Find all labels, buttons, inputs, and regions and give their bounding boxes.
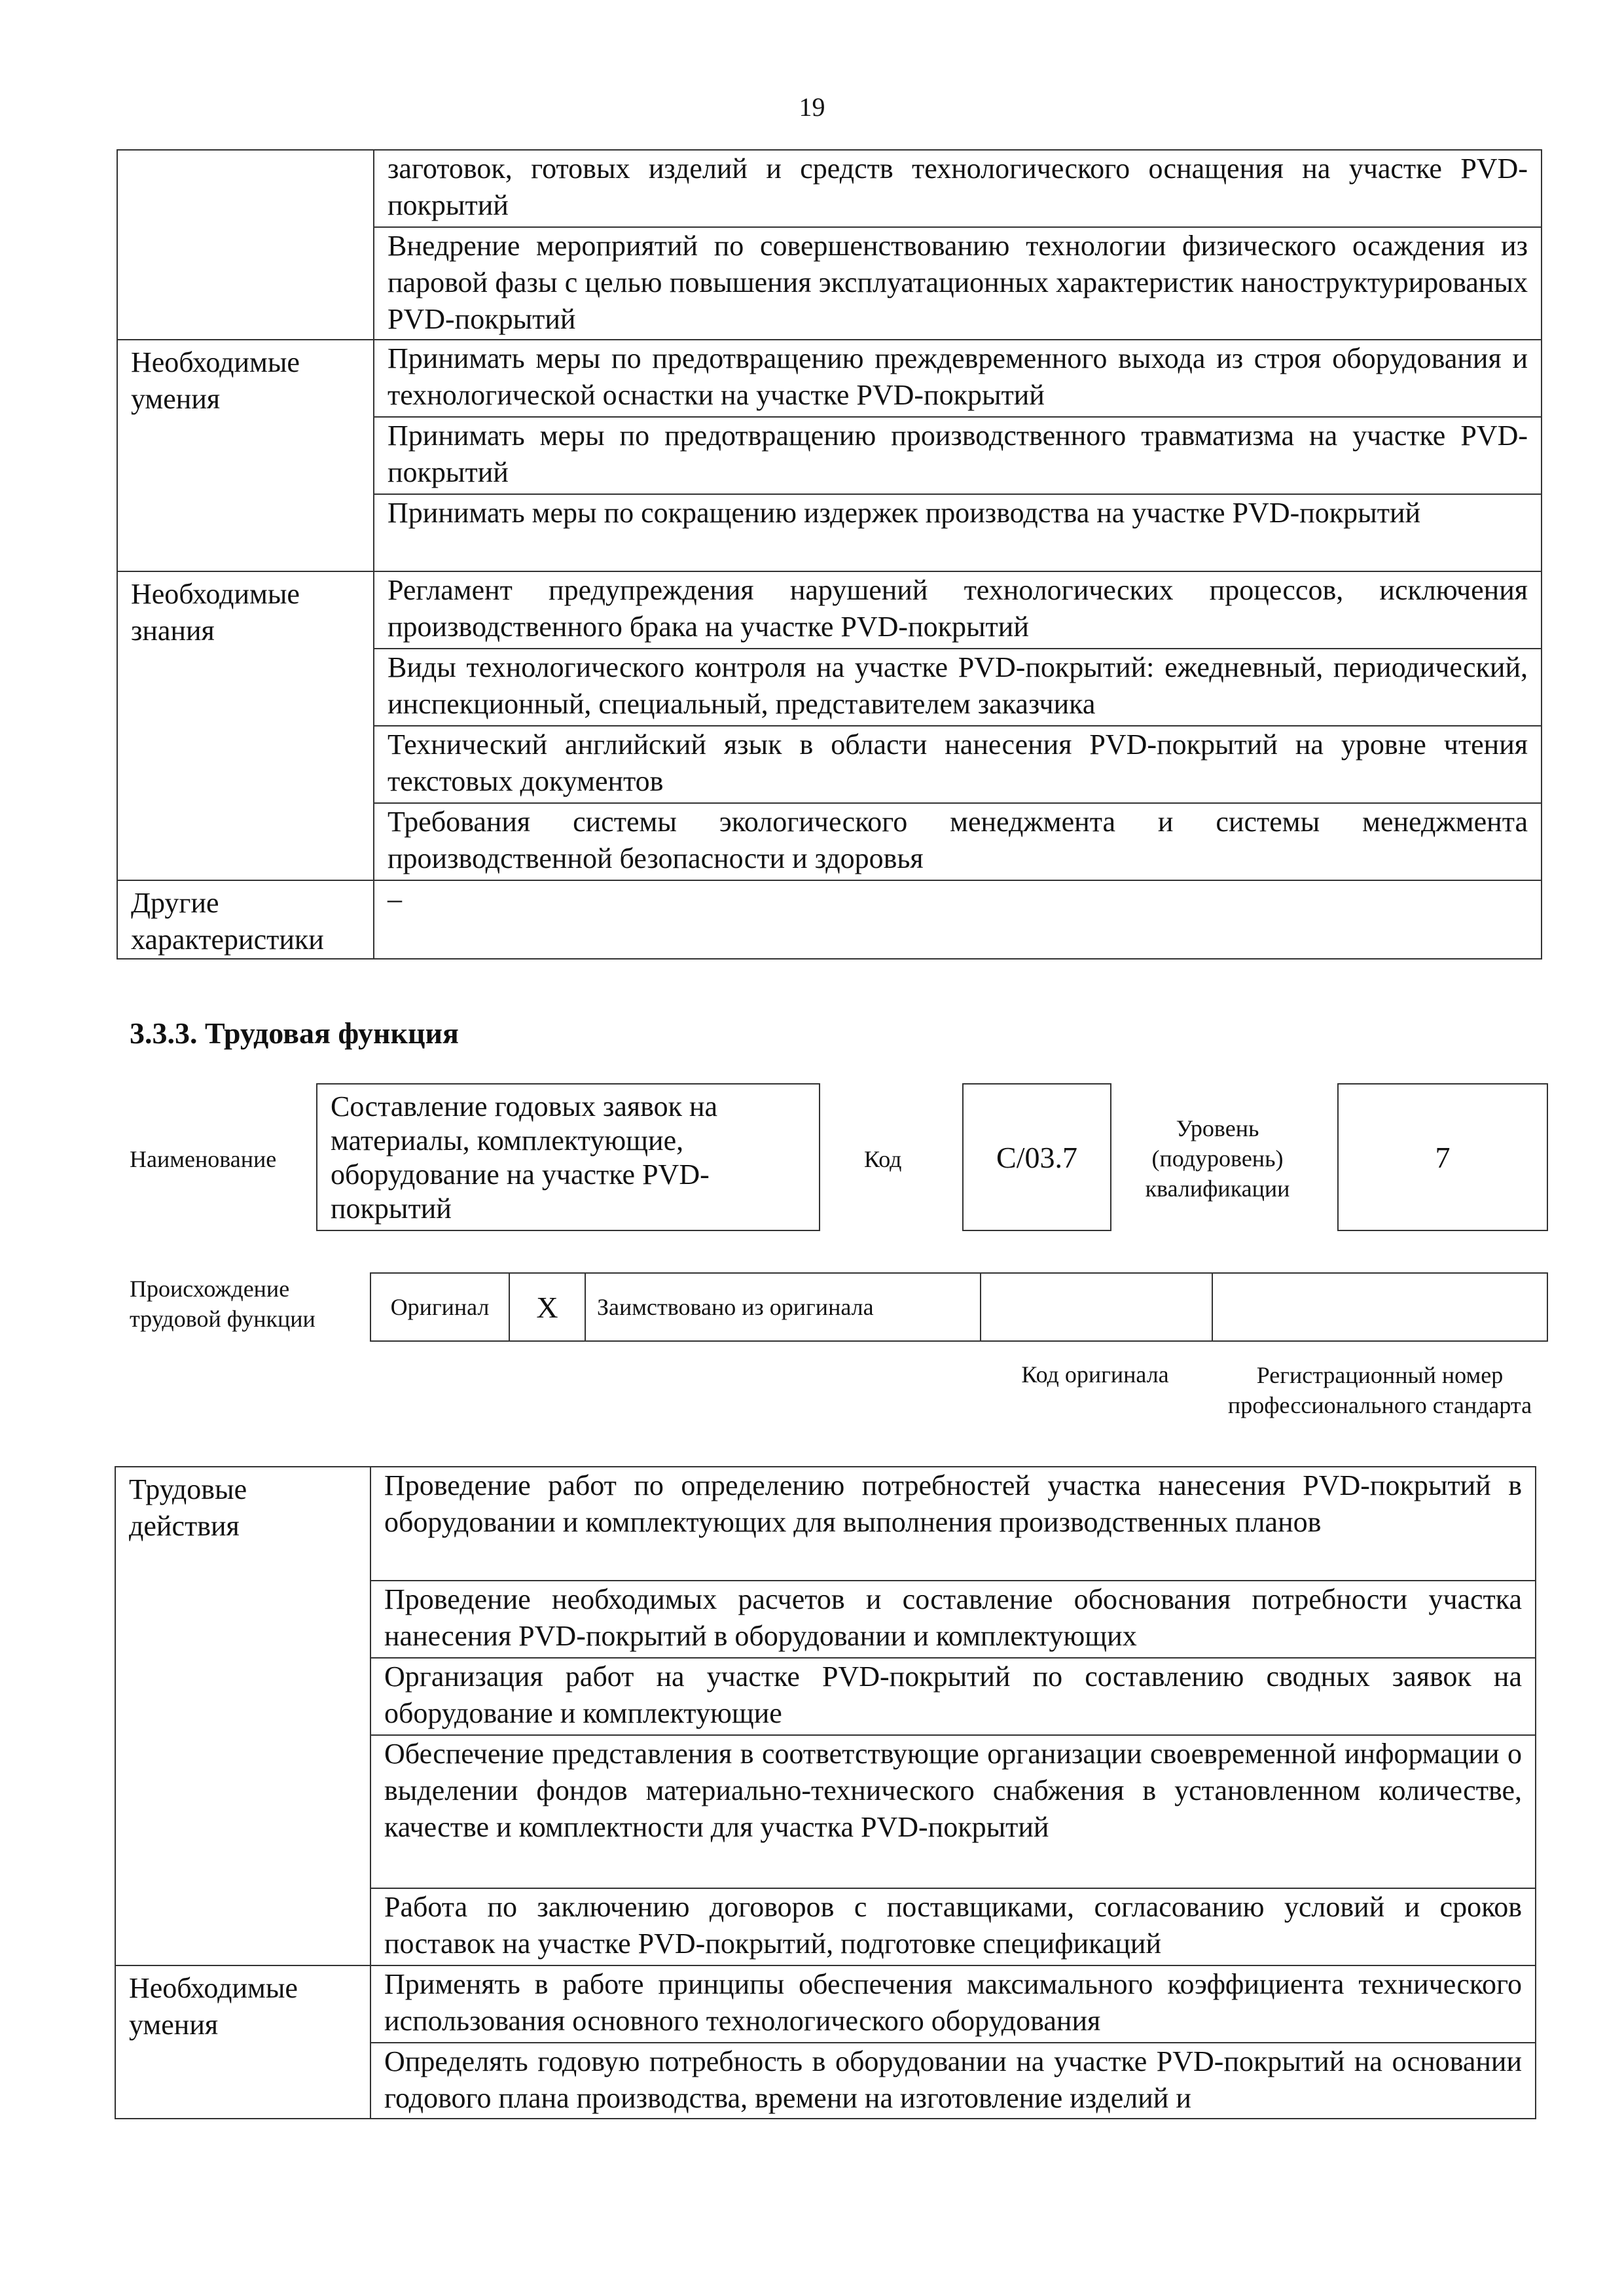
original-label: Оригинал [390,1294,490,1320]
code-label: Код [864,1146,902,1172]
row-label-actions: Трудовые действия [115,1467,370,1965]
table-cell: Определять годовую потребность в оборудовании на участке PVD-покрытий на основании годового плана производства, времени на изготовление изделий и [370,2043,1536,2119]
requirements-table-top [117,149,1542,960]
table-cell: Организация работ на участке PVD-покрытий по составлению сводных заявок на оборудование и комплектующие [370,1658,1536,1735]
origin-label: Происхождение трудовой функции [130,1276,316,1332]
level-value-box: 7 [1337,1083,1548,1231]
table-cell: Технический английский язык в области нанесения PVD-покрытий на уровне чтения текстовых документов [374,726,1542,803]
table-cell: Требования системы экологического менеджмента и системы менеджмента производственной безопасности и здоровья [374,803,1542,880]
row-label-other: Другие характеристики [117,880,374,959]
code-value-box: С/03.7 [962,1083,1111,1231]
name-label: Наименование [130,1146,277,1172]
borrowed-label: Заимствовано из оригинала [597,1294,874,1320]
table-cell: Работа по заключению договоров с поставщиками, согласованию условий и сроков поставок на участке PVD-покрытий, подготовке спецификаций [370,1888,1536,1965]
code-original-caption: Код оригинала [1021,1361,1169,1388]
row-label-skills: Необходимые умения [117,340,374,571]
table-cell: Проведение работ по определению потребностей участка нанесения PVD-покрытий в оборудовании и комплектующих для выполнения производственных планов [370,1467,1536,1581]
row-label-skills-2: Необходимые умения [115,1965,370,2119]
origin-row [370,1272,1548,1342]
name-value-box: Составление годовых заявок на материалы, комплектующие, оборудование на участке PVD-покрытий [316,1083,820,1231]
table-cell: Проведение необходимых расчетов и составление обоснования потребности участка нанесения PVD-покрытий в оборудовании и комплектующих [370,1581,1536,1658]
table-cell: заготовок, готовых изделий и средств технологического оснащения на участке PVD-покрытий [374,150,1542,227]
table-cell: Обеспечение представления в соответствующие организации своевременной информации о выделении фондов материально-технического снабжения в установленном количестве, качестве и комплектности для участка PVD-покрытий [370,1735,1536,1888]
table-cell: Принимать меры по предотвращению преждевременного выхода из строя оборудования и технологической оснастки на участке PVD-покрытий [374,340,1542,417]
table-cell: Виды технологического контроля на участке PVD-покрытий: ежедневный, периодический, инспекционный, специальный, представителем заказчика [374,649,1542,726]
table-cell: – [374,880,1542,959]
reg-number-caption: Регистрационный номер профессионального стандарта [1227,1362,1532,1418]
table-cell: Применять в работе принципы обеспечения максимального коэффициента технического использования основного технологического оборудования [370,1965,1536,2043]
section-heading: 3.3.3. Трудовая функция [130,1016,459,1050]
table-cell: Принимать меры по сокращению издержек производства на участке PVD-покрытий [374,494,1542,571]
table-cell: Регламент предупреждения нарушений технологических процессов, исключения производственного брака на участке PVD-покрытий [374,571,1542,649]
original-mark: Х [509,1274,586,1340]
table-cell: Принимать меры по предотвращению производственного травматизма на участке PVD-покрытий [374,417,1542,494]
level-label: Уровень (подуровень) квалификации [1145,1115,1290,1202]
requirements-table-bottom [115,1466,1536,2119]
code-original-field [980,1274,1213,1340]
page-number: 19 [799,92,825,122]
row-label-empty [117,150,374,340]
row-label-knowledge: Необходимые знания [117,571,374,880]
table-cell: Внедрение мероприятий по совершенствованию технологии физического осаждения из паровой фазы с целью повышения эксплуатационных характеристик наноструктурированых PVD-покрытий [374,227,1542,340]
